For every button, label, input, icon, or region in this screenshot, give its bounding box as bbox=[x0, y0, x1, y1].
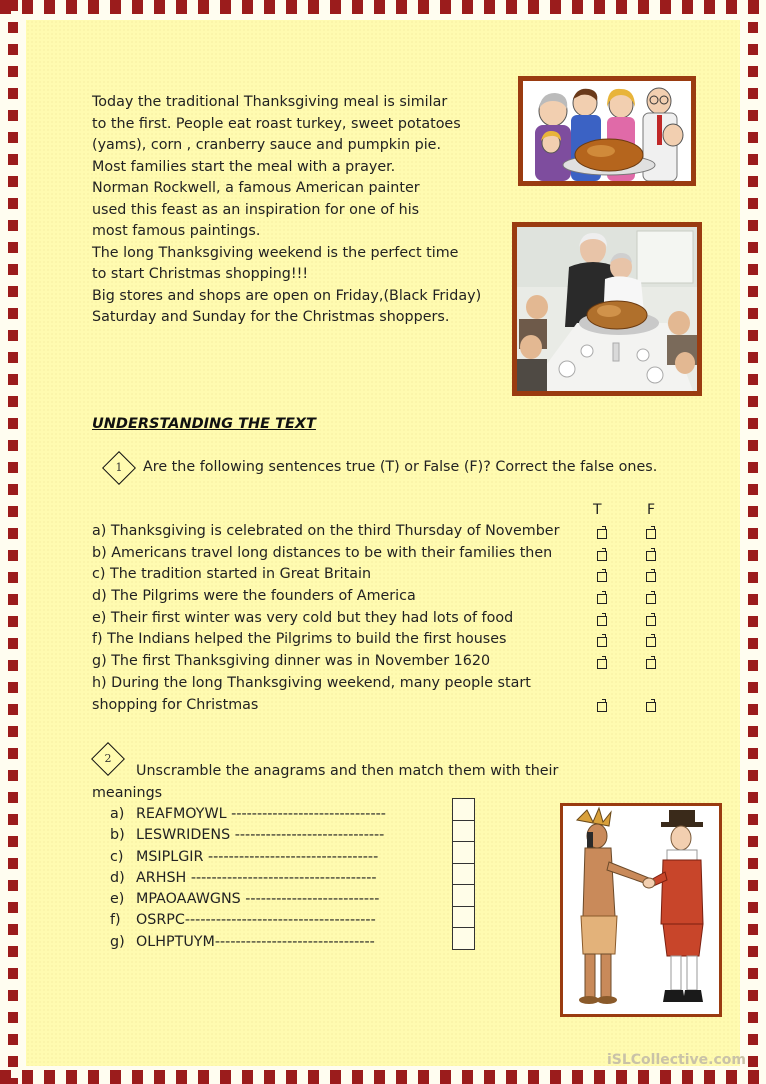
border-top bbox=[0, 0, 766, 14]
true-checkbox[interactable] bbox=[597, 572, 607, 582]
section-heading: UNDERSTANDING THE TEXT bbox=[92, 416, 316, 432]
answer-box[interactable] bbox=[452, 884, 475, 906]
true-false-list bbox=[92, 521, 712, 716]
answer-boxes bbox=[452, 798, 473, 950]
anagram-item: c) MSIPLGIR --------------------------------- bbox=[110, 848, 379, 865]
true-column-header: T bbox=[593, 502, 602, 518]
anagram-item: a) REAFMOYWL ------------------------------ bbox=[110, 806, 386, 822]
rockwell-painting-image bbox=[512, 222, 702, 396]
family-turkey-image bbox=[518, 76, 696, 186]
true-checkbox[interactable] bbox=[597, 594, 607, 604]
false-checkbox[interactable] bbox=[646, 616, 656, 626]
anagram-item: g) OLHPTUYM------------------------------- bbox=[110, 933, 375, 950]
answer-box[interactable] bbox=[452, 820, 475, 842]
statement-b: b) Americans travel long distances to be with their families then bbox=[92, 543, 712, 565]
false-checkbox[interactable] bbox=[646, 529, 656, 539]
pilgrim-native-handshake-image bbox=[560, 803, 722, 1017]
border-bottom bbox=[0, 1070, 766, 1084]
exercise-2-instruction: Unscramble the anagrams and then match them with their meanings bbox=[92, 763, 559, 801]
anagram-item: f) OSRPC------------------------------------- bbox=[110, 912, 376, 929]
anagram-item: e) MPAOAAWGNS -------------------------- bbox=[110, 891, 380, 908]
anagram-list bbox=[110, 804, 386, 953]
answer-box[interactable] bbox=[452, 841, 475, 863]
false-checkbox[interactable] bbox=[646, 572, 656, 582]
exercise-1-number-badge: 1 bbox=[102, 451, 136, 485]
border-left bbox=[8, 0, 18, 1084]
answer-box[interactable] bbox=[452, 798, 475, 820]
border-right bbox=[748, 0, 758, 1084]
statement-d: d) The Pilgrims were the founders of America bbox=[92, 586, 712, 608]
watermark: iSLCollective.com bbox=[606, 1052, 746, 1068]
answer-box[interactable] bbox=[452, 906, 475, 928]
statement-a: a) Thanksgiving is celebrated on the third Thursday of November bbox=[92, 521, 712, 543]
exercise-1-instruction: Are the following sentences true (T) or False (F)? Correct the false ones. bbox=[143, 459, 658, 475]
true-checkbox[interactable] bbox=[597, 616, 607, 626]
statement-h: h) During the long Thanksgiving weekend, many people start shopping for Christmas bbox=[92, 673, 712, 716]
false-checkbox[interactable] bbox=[646, 659, 656, 669]
anagram-item: d) ARHSH ------------------------------------ bbox=[110, 869, 377, 886]
anagram-item: b) LESWRIDENS ----------------------------- bbox=[110, 827, 385, 844]
false-column-header: F bbox=[647, 502, 656, 518]
true-checkbox[interactable] bbox=[597, 659, 607, 669]
exercise-2-number-badge: 2 bbox=[91, 742, 125, 776]
true-checkbox[interactable] bbox=[597, 551, 607, 561]
true-checkbox[interactable] bbox=[597, 637, 607, 647]
false-checkbox[interactable] bbox=[646, 551, 656, 561]
statement-c: c) The tradition started in Great Britain bbox=[92, 564, 712, 586]
false-checkbox[interactable] bbox=[646, 594, 656, 604]
statement-f: f) The Indians helped the Pilgrims to build the first houses bbox=[92, 629, 712, 651]
statement-e: e) Their first winter was very cold but they had lots of food bbox=[92, 608, 712, 630]
false-checkbox[interactable] bbox=[646, 702, 656, 712]
false-checkbox[interactable] bbox=[646, 637, 656, 647]
intro-paragraph: Today the traditional Thanksgiving meal is similar to the first. People eat roast turkey, sweet potatoes (yams), corn , cranberry sauce and pumpkin pie. Most families start the meal with a prayer. Norman Rockwell, a famous American painter used this feast as an inspiration for one of his most famous paintings. The long Thanksgiving weekend is the perfect time to start Christmas shopping!!! Big stores and shops are open on Friday,(Black Friday) Saturday and Sunday for the Christmas shoppers. bbox=[92, 94, 482, 325]
true-checkbox[interactable] bbox=[597, 702, 607, 712]
statement-g: g) The first Thanksgiving dinner was in November 1620 bbox=[92, 651, 712, 673]
answer-box[interactable] bbox=[452, 927, 475, 950]
true-checkbox[interactable] bbox=[597, 529, 607, 539]
answer-box[interactable] bbox=[452, 863, 475, 885]
